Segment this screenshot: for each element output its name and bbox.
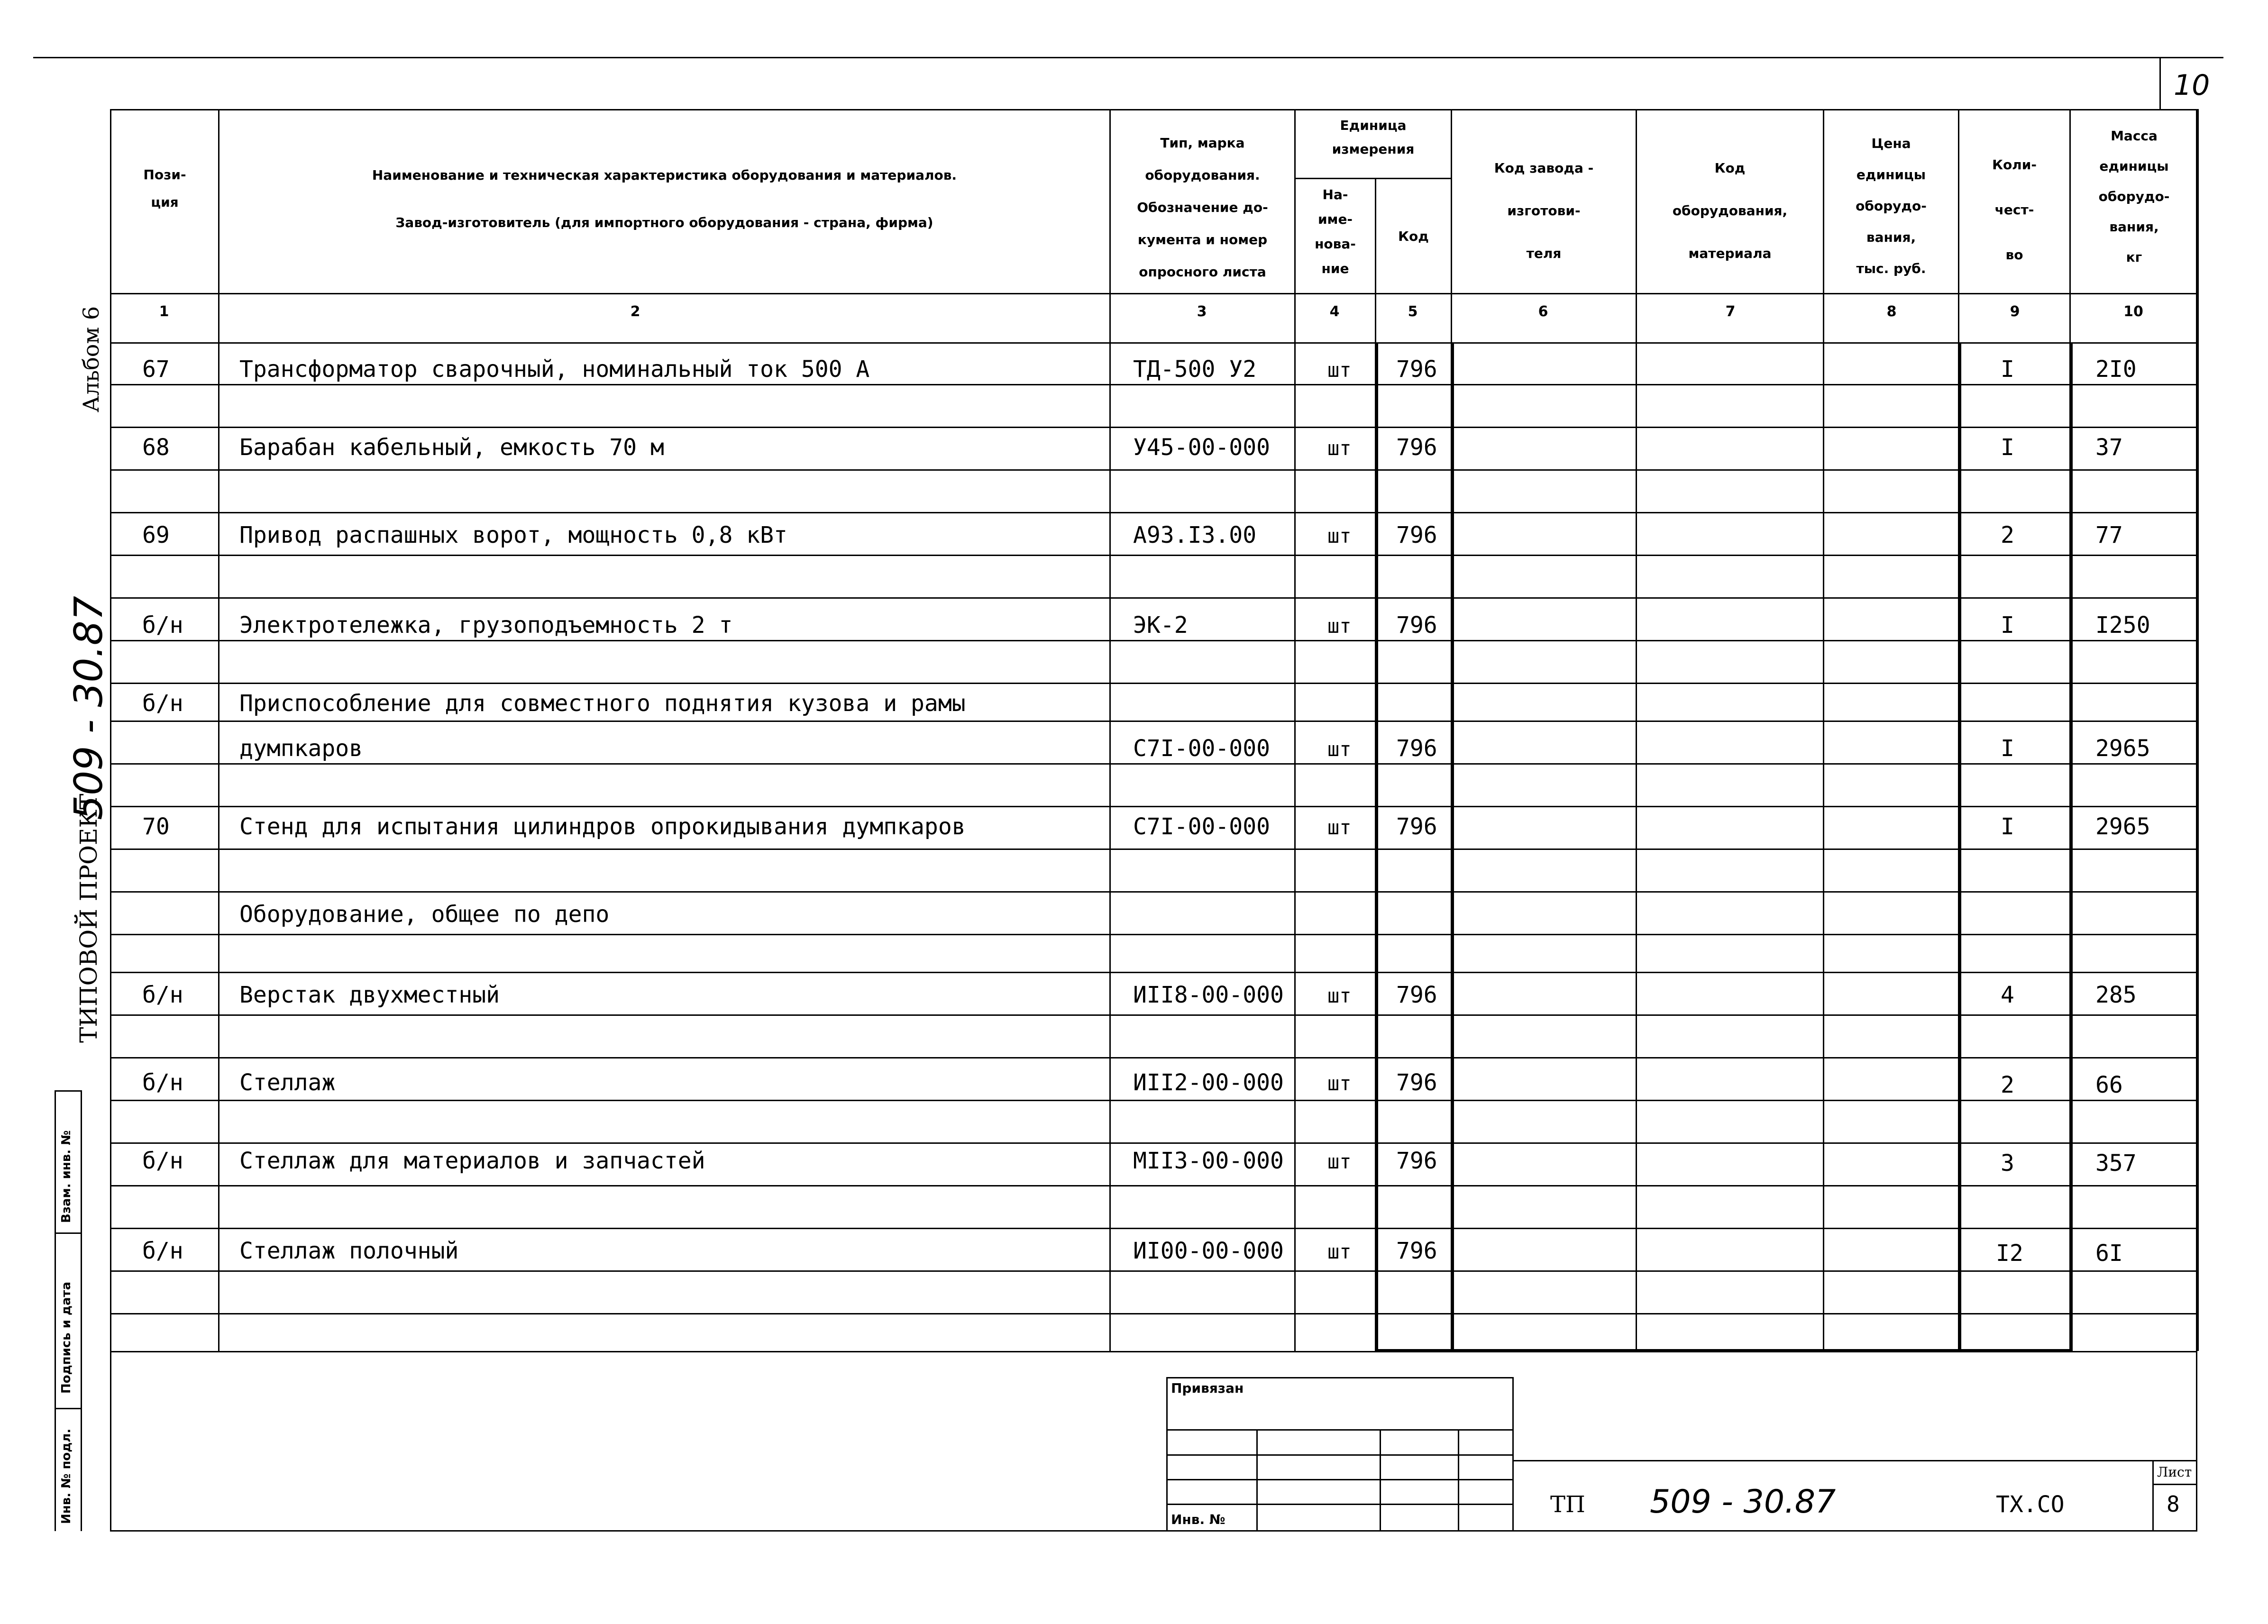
cell-type: С7I-00-000 (1133, 735, 1270, 762)
cell-quantity: 2 (2001, 522, 2014, 548)
header-unit-name: На- име- нова- ние (1315, 187, 1356, 276)
cell-unit: шт (1327, 1240, 1352, 1263)
cell-code: 796 (1396, 1238, 1437, 1264)
cell-type: А93.I3.00 (1133, 522, 1257, 548)
cell-code: 796 (1396, 813, 1437, 840)
header-factory-code: Код завода - изготови- теля (1494, 160, 1594, 261)
cell-type: ИII2-00-000 (1133, 1069, 1284, 1096)
column-number: 2 (630, 303, 640, 320)
cell-name: думпкаров (239, 735, 363, 762)
header-type: Тип, марка оборудования. Обозначение до- кумента и номер опросного листа (1137, 135, 1268, 280)
column-number: 10 (2123, 303, 2143, 320)
cell-mass: 357 (2095, 1150, 2137, 1177)
cell-mass: I250 (2095, 612, 2150, 639)
cell-name: Трансформатор сварочный, номинальный ток 500 А (239, 356, 870, 383)
stamp-signature-date: Подпись и дата (59, 1281, 73, 1394)
column-number: 6 (1538, 303, 1548, 320)
footer-project-number: 509 - 30.87 (1650, 1483, 1836, 1521)
cell-unit: шт (1327, 437, 1352, 460)
footer-tp: ТП (1550, 1491, 1585, 1518)
cell-code: 796 (1396, 735, 1437, 762)
cell-type: С7I-00-000 (1133, 813, 1270, 840)
cell-unit: шт (1327, 1072, 1352, 1095)
cell-position: б/н (142, 612, 183, 639)
cell-name: Верстак двухместный (239, 982, 500, 1008)
cell-mass: 2965 (2095, 735, 2150, 762)
cell-code: 796 (1396, 356, 1437, 383)
cell-mass: 37 (2095, 434, 2123, 461)
cell-quantity: 4 (2001, 982, 2014, 1008)
cell-type: У45-00-000 (1133, 434, 1270, 461)
cell-name: Стеллаж (239, 1069, 336, 1096)
cell-type: ИI00-00-000 (1133, 1238, 1284, 1264)
cell-name: Стенд для испытания цилиндров опрокидывания думпкаров (239, 813, 966, 840)
cell-name: Барабан кабельный, емкость 70 м (239, 434, 664, 461)
header-unit-code: Код (1398, 228, 1429, 244)
stamp-inv-orig: Инв. № подл. (59, 1428, 73, 1524)
cell-code: 796 (1396, 612, 1437, 639)
header-quantity: Коли- чест- во (1992, 157, 2037, 263)
cell-mass: 285 (2095, 982, 2137, 1008)
cell-mass: 2965 (2095, 813, 2150, 840)
footer-sheet-number: 8 (2167, 1491, 2180, 1517)
cell-position: б/н (142, 1238, 183, 1264)
header-equipment-code: Код оборудования, материала (1672, 160, 1788, 261)
cell-name: Электротележка, грузоподъемность 2 т (239, 612, 733, 639)
album-label: Альбом 6 (78, 306, 104, 412)
column-number: 5 (1408, 303, 1418, 320)
column-number: 1 (159, 303, 169, 320)
cell-code: 796 (1396, 1069, 1437, 1096)
cell-unit: шт (1327, 614, 1352, 638)
cell-position: б/н (142, 982, 183, 1008)
cell-code: 796 (1396, 434, 1437, 461)
cell-unit: шт (1327, 358, 1352, 382)
section-heading: Оборудование, общее по депо (239, 901, 610, 928)
cell-quantity: I (2001, 434, 2014, 461)
cell-position: 69 (142, 522, 170, 548)
cell-name: Стеллаж полочный (239, 1238, 459, 1264)
cell-name: Привод распашных ворот, мощность 0,8 кВт (239, 522, 787, 548)
cell-position: б/н (142, 1069, 183, 1096)
cell-type: МII3-00-000 (1133, 1148, 1284, 1174)
column-number: 8 (1886, 303, 1897, 320)
cell-quantity: I (2001, 813, 2014, 840)
cell-name: Стеллаж для материалов и запчастей (239, 1148, 705, 1174)
typical-project-label: ТИПОВОЙ ПРОЕКТ (75, 794, 102, 1043)
stamp-replace-inv: Взам. инв. № (59, 1130, 73, 1223)
cell-position: 68 (142, 434, 170, 461)
cell-quantity: I (2001, 735, 2014, 762)
column-number: 4 (1329, 303, 1340, 320)
cell-quantity: 2 (2001, 1072, 2014, 1098)
cell-position: б/н (142, 1148, 183, 1174)
cell-quantity: I (2001, 612, 2014, 639)
cell-unit: шт (1327, 1150, 1352, 1173)
stamp-linked: Привязан (1171, 1380, 1244, 1396)
header-name: Наименование и техническая характеристика оборудования и материалов. Завод-изготовитель (для импортного оборудования - страна, фирма) (372, 167, 957, 230)
footer-sheet-label: Лист (2157, 1464, 2192, 1480)
cell-unit: шт (1327, 816, 1352, 839)
cell-unit: шт (1327, 738, 1352, 761)
cell-mass: 6I (2095, 1240, 2123, 1267)
cell-unit: шт (1327, 524, 1352, 547)
cell-code: 796 (1396, 522, 1437, 548)
cell-type: ЭК-2 (1133, 612, 1188, 639)
page-number: 10 (2174, 69, 2210, 102)
cell-code: 796 (1396, 982, 1437, 1008)
header-price: Цена единицы оборудо- вания, тыс. руб. (1856, 136, 1927, 276)
cell-quantity: 3 (2001, 1150, 2014, 1177)
cell-type: ИII8-00-000 (1133, 982, 1284, 1008)
header-position: Пози- ция (143, 167, 186, 210)
cell-position: 70 (142, 813, 170, 840)
column-number: 9 (2010, 303, 2020, 320)
cell-position: б/н (142, 690, 183, 717)
cell-position: 67 (142, 356, 170, 383)
cell-mass: 66 (2095, 1072, 2123, 1098)
cell-mass: 77 (2095, 522, 2123, 548)
cell-quantity: I2 (1996, 1240, 2023, 1267)
header-unit-group: Единица измерения (1332, 118, 1415, 157)
footer-doc-code: ТХ.СО (1996, 1491, 2065, 1518)
header-mass: Масса единицы оборудо- вания, кг (2098, 128, 2170, 265)
stamp-inv-no: Инв. № (1171, 1512, 1225, 1527)
cell-type: ТД-500 У2 (1133, 356, 1257, 383)
side-project-code: 509 - 30.87 (66, 596, 111, 820)
cell-name: Приспособление для совместного поднятия кузова и рамы (239, 690, 966, 717)
cell-mass: 2I0 (2095, 356, 2137, 383)
cell-code: 796 (1396, 1148, 1437, 1174)
cell-unit: шт (1327, 984, 1352, 1007)
column-number: 3 (1197, 303, 1207, 320)
column-number: 7 (1725, 303, 1736, 320)
cell-quantity: I (2001, 356, 2014, 383)
